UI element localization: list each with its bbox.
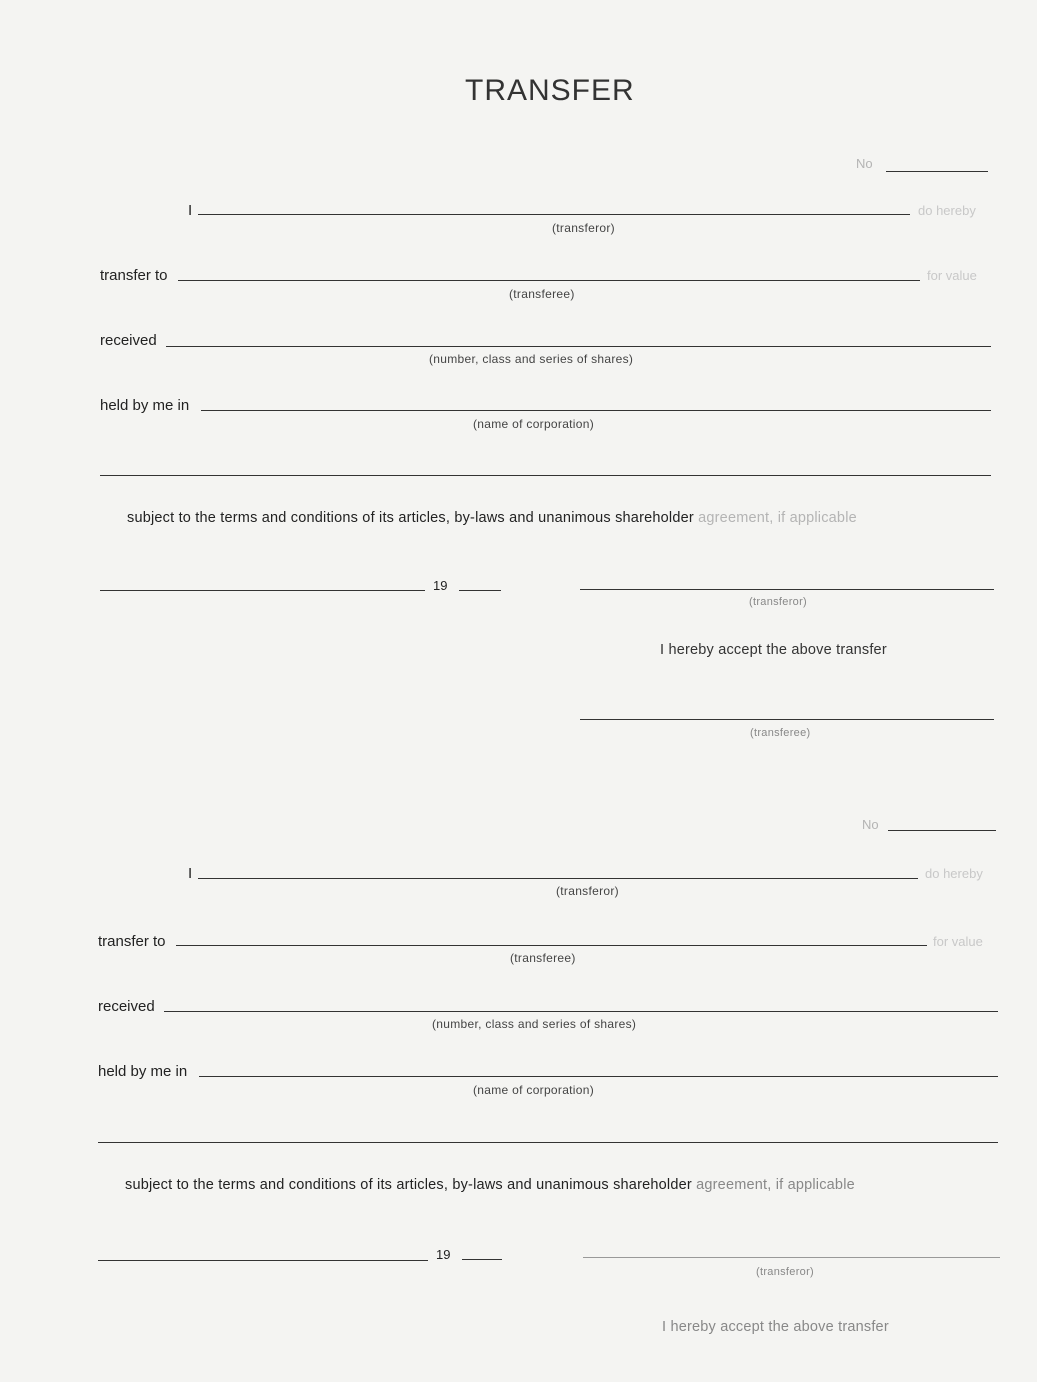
- received-label: received: [98, 998, 155, 1015]
- transferor-signature-field[interactable]: [580, 589, 994, 590]
- corporation-continuation-field[interactable]: [98, 1142, 998, 1143]
- year-label: 19: [436, 1247, 451, 1262]
- subject-terms-main: subject to the terms and conditions of its articles, by-laws and unanimous shareholder: [125, 1177, 692, 1193]
- accept-transfer-text: I hereby accept the above transfer: [662, 1319, 889, 1335]
- shares-caption: (number, class and series of shares): [429, 352, 634, 366]
- subject-terms-text: [125, 1177, 855, 1193]
- number-label: No: [856, 156, 873, 171]
- page-title: TRANSFER: [465, 74, 635, 107]
- held-by-label: held by me in: [98, 1063, 188, 1080]
- year-label: 19: [433, 578, 448, 593]
- transfer-to-label: transfer to: [100, 267, 168, 284]
- for-value-text: for value: [927, 268, 977, 283]
- signature-transferor-caption: (transferor): [756, 1266, 814, 1278]
- subject-terms-main: subject to the terms and conditions of its articles, by-laws and unanimous shareholder: [127, 510, 694, 526]
- transferor-name-field[interactable]: [198, 214, 910, 215]
- signature-transferor-caption: (transferor): [749, 596, 807, 608]
- do-hereby-text: do hereby: [918, 203, 976, 218]
- do-hereby-text: do hereby: [925, 866, 983, 881]
- accept-transfer-text: I hereby accept the above transfer: [660, 642, 887, 658]
- i-label: I: [188, 202, 193, 219]
- shares-field[interactable]: [166, 346, 991, 347]
- subject-terms-text: [127, 510, 857, 526]
- corporation-continuation-field[interactable]: [100, 475, 991, 476]
- transferee-caption: (transferee): [509, 287, 575, 301]
- transferee-name-field[interactable]: [178, 280, 920, 281]
- transferor-caption: (transferor): [552, 221, 615, 235]
- transferor-name-field[interactable]: [198, 878, 918, 879]
- corporation-field[interactable]: [199, 1076, 998, 1077]
- date-field[interactable]: [98, 1260, 428, 1261]
- shares-field[interactable]: [164, 1011, 998, 1012]
- subject-terms-tail: agreement, if applicable: [698, 510, 857, 526]
- transferor-signature-field[interactable]: [583, 1257, 1000, 1258]
- corporation-caption: (name of corporation): [473, 1083, 595, 1097]
- for-value-text: for value: [933, 934, 983, 949]
- date-field[interactable]: [100, 590, 425, 591]
- corporation-caption: (name of corporation): [473, 417, 595, 431]
- received-label: received: [100, 332, 157, 349]
- held-by-label: held by me in: [100, 397, 190, 414]
- transferor-caption: (transferor): [556, 884, 619, 898]
- i-label: I: [188, 865, 193, 882]
- transferee-signature-field[interactable]: [580, 719, 994, 720]
- number-label: No: [862, 817, 879, 832]
- year-field[interactable]: [462, 1259, 502, 1260]
- year-field[interactable]: [459, 590, 501, 591]
- shares-caption: (number, class and series of shares): [432, 1017, 637, 1031]
- subject-terms-tail: agreement, if applicable: [696, 1177, 855, 1193]
- number-field[interactable]: [886, 171, 988, 172]
- signature-transferee-caption: (transferee): [750, 727, 811, 739]
- number-field[interactable]: [888, 830, 996, 831]
- transferee-caption: (transferee): [510, 951, 576, 965]
- transfer-to-label: transfer to: [98, 933, 166, 950]
- corporation-field[interactable]: [201, 410, 991, 411]
- transferee-name-field[interactable]: [176, 945, 927, 946]
